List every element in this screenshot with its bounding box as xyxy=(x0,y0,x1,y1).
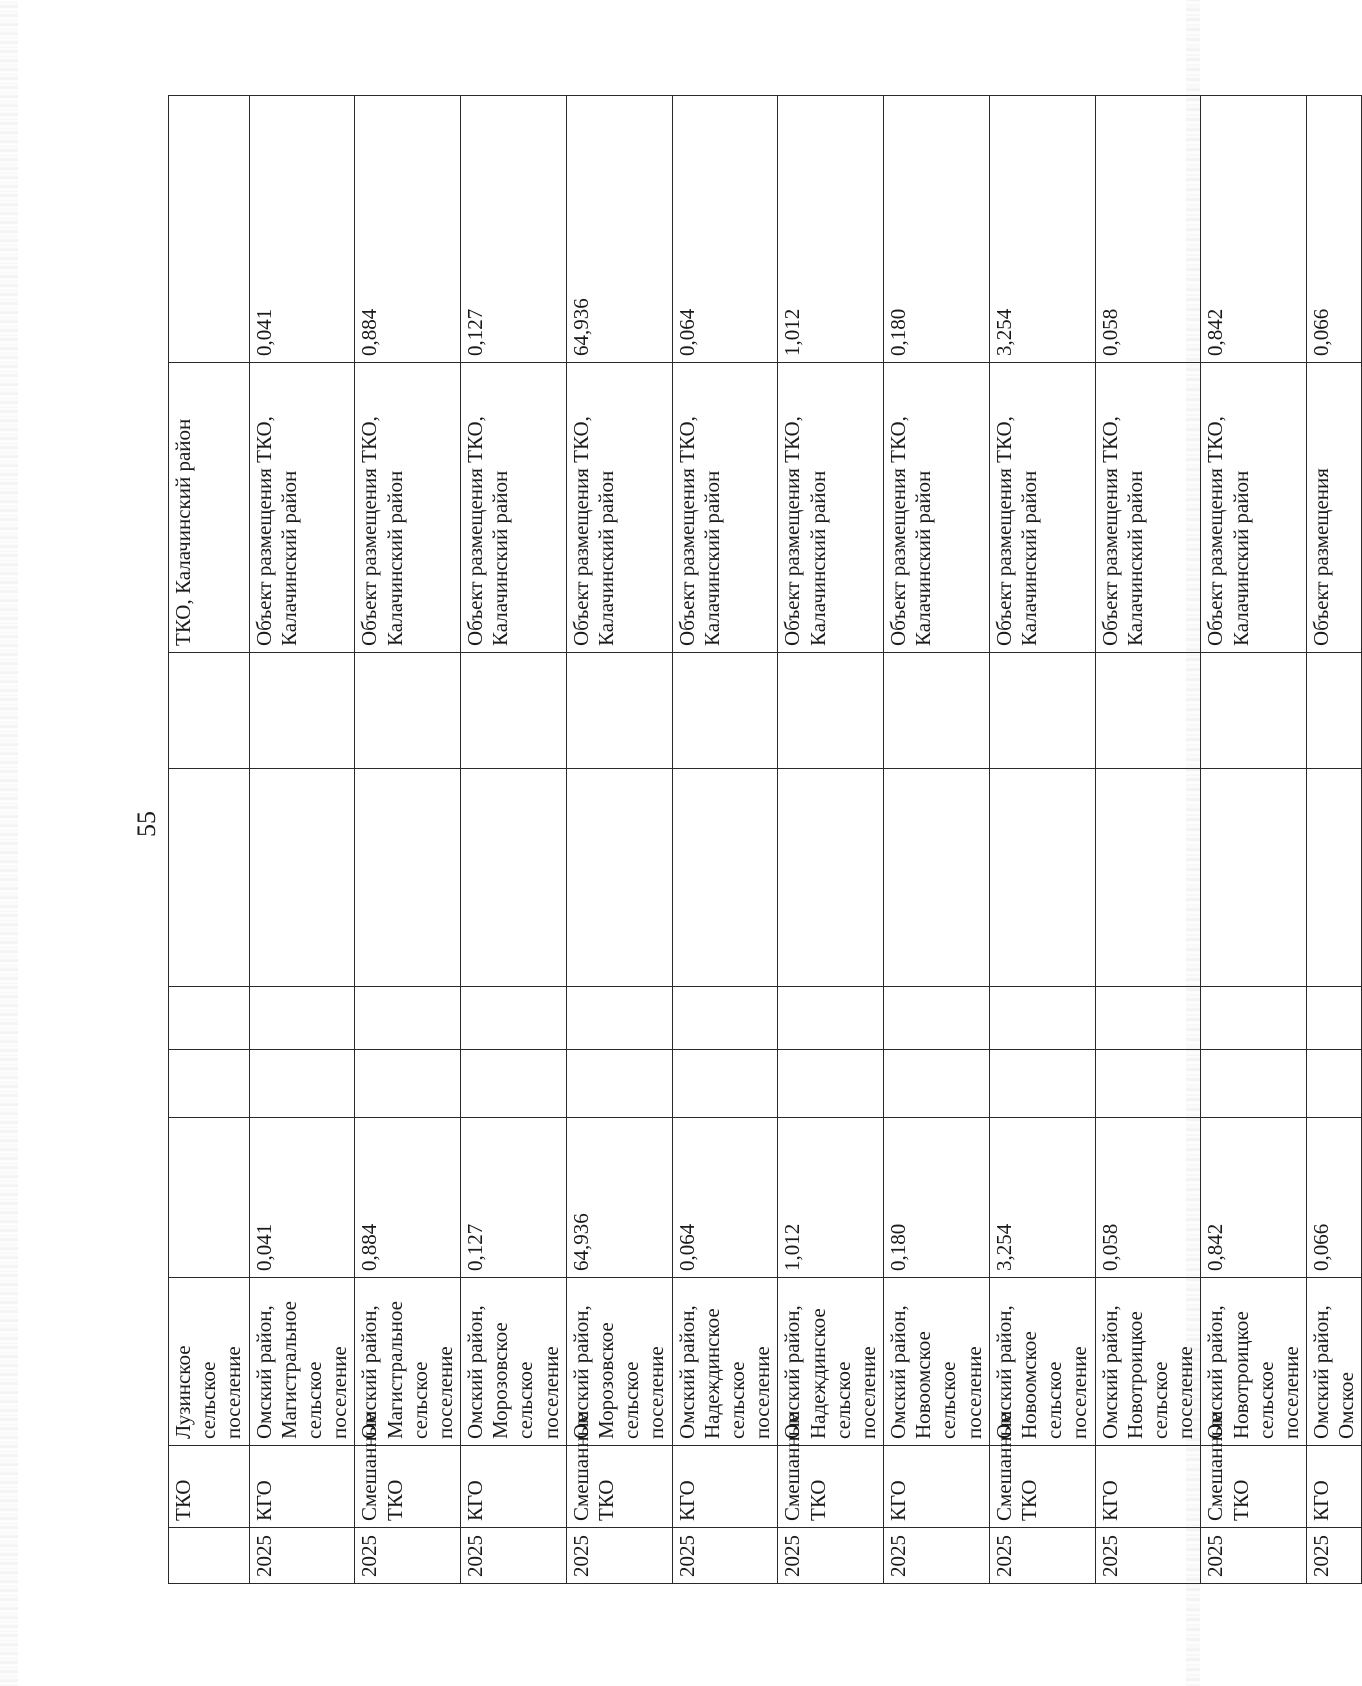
location-cell: Омский район, Надеждинское сельское поселение xyxy=(672,1278,778,1446)
empty-cell xyxy=(884,1050,990,1118)
empty-cell xyxy=(884,769,990,987)
mass-value-cell-2: 0,058 xyxy=(1095,96,1201,363)
location-cell: Омский район, Новотроицкое сельское поселение xyxy=(1201,1278,1307,1446)
waste-type-cell: Смешанные ТКО xyxy=(566,1446,672,1528)
year-cell: 2025 xyxy=(884,1528,990,1584)
destination-object-cell: Объект размещения ТКО, Калачинский район xyxy=(778,363,884,653)
location-cell: Омский район, Новоомское сельское поселение xyxy=(884,1278,990,1446)
empty-cell xyxy=(884,653,990,769)
mass-value-cell-2: 0,842 xyxy=(1201,96,1307,363)
destination-object-cell: Объект размещения ТКО, Калачинский район xyxy=(672,363,778,653)
empty-cell xyxy=(169,987,250,1050)
mass-value-cell: 0,127 xyxy=(461,1118,567,1278)
location-cell: Лузинское сельское поселение xyxy=(169,1278,250,1446)
empty-cell xyxy=(1307,653,1362,769)
mass-value-cell-2: 0,041 xyxy=(249,96,355,363)
waste-type-cell: Смешанные ТКО xyxy=(1201,1446,1307,1528)
table-row xyxy=(1095,96,1201,1584)
table-row xyxy=(884,96,990,1584)
destination-object-cell: Объект размещения ТКО, Калачинский район xyxy=(355,363,461,653)
table-row xyxy=(672,96,778,1584)
table-row xyxy=(566,96,672,1584)
empty-cell xyxy=(169,769,250,987)
destination-object-cell: Объект размещения ТКО, Калачинский район xyxy=(566,363,672,653)
year-cell: 2025 xyxy=(672,1528,778,1584)
destination-object-cell: Объект размещения ТКО, Калачинский район xyxy=(1095,363,1201,653)
year-cell: 2025 xyxy=(1095,1528,1201,1584)
year-cell: 2025 xyxy=(566,1528,672,1584)
empty-cell xyxy=(1095,1050,1201,1118)
table-row xyxy=(778,96,884,1584)
empty-cell xyxy=(249,987,355,1050)
location-cell: Омский район, Надеждинское сельское поселение xyxy=(778,1278,884,1446)
waste-type-cell: КГО xyxy=(1095,1446,1201,1528)
location-cell: Омский район, Омское xyxy=(1307,1278,1362,1446)
mass-value-cell: 64,936 xyxy=(566,1118,672,1278)
mass-value-cell-2: 0,180 xyxy=(884,96,990,363)
empty-cell xyxy=(1307,769,1362,987)
empty-cell xyxy=(461,653,567,769)
year-cell: 2025 xyxy=(249,1528,355,1584)
destination-object-cell: Объект размещения ТКО, Калачинский район xyxy=(461,363,567,653)
empty-cell xyxy=(566,653,672,769)
empty-cell xyxy=(566,987,672,1050)
table-row xyxy=(461,96,567,1584)
location-cell: Омский район, Морозовское сельское поселение xyxy=(461,1278,567,1446)
mass-value-cell-2: 64,936 xyxy=(566,96,672,363)
empty-cell xyxy=(1095,987,1201,1050)
table-row xyxy=(1307,96,1362,1584)
waste-type-cell: КГО xyxy=(1307,1446,1362,1528)
destination-object-cell: Объект размещения xyxy=(1307,363,1362,653)
rotated-document-sheet xyxy=(132,96,1359,1584)
mass-value-cell: 3,254 xyxy=(989,1118,1095,1278)
empty-cell xyxy=(672,1050,778,1118)
table-row xyxy=(989,96,1095,1584)
mass-value-cell: 0,180 xyxy=(884,1118,990,1278)
empty-cell xyxy=(989,769,1095,987)
waste-flow-table xyxy=(168,95,1362,1584)
empty-cell xyxy=(672,987,778,1050)
empty-cell xyxy=(778,987,884,1050)
empty-cell xyxy=(249,653,355,769)
mass-value-cell: 1,012 xyxy=(778,1118,884,1278)
mass-value-cell-2: 0,064 xyxy=(672,96,778,363)
mass-value-cell-2 xyxy=(169,96,250,363)
year-cell: 2025 xyxy=(989,1528,1095,1584)
location-cell: Омский район, Морозовское сельское поселение xyxy=(566,1278,672,1446)
empty-cell xyxy=(1095,653,1201,769)
empty-cell xyxy=(461,769,567,987)
scan-edge-left xyxy=(0,0,18,1686)
year-cell: 2025 xyxy=(355,1528,461,1584)
empty-cell xyxy=(989,653,1095,769)
mass-value-cell-2: 0,127 xyxy=(461,96,567,363)
mass-value-cell xyxy=(169,1118,250,1278)
empty-cell xyxy=(169,1050,250,1118)
destination-object-cell: Объект размещения ТКО, Калачинский район xyxy=(249,363,355,653)
empty-cell xyxy=(672,653,778,769)
year-cell: 2025 xyxy=(1201,1528,1307,1584)
empty-cell xyxy=(461,987,567,1050)
empty-cell xyxy=(1201,1050,1307,1118)
waste-type-cell: Смешанные ТКО xyxy=(989,1446,1095,1528)
waste-type-cell: КГО xyxy=(884,1446,990,1528)
year-cell: 2025 xyxy=(1307,1528,1362,1584)
empty-cell xyxy=(566,1050,672,1118)
mass-value-cell: 0,884 xyxy=(355,1118,461,1278)
empty-cell xyxy=(989,1050,1095,1118)
empty-cell xyxy=(1201,987,1307,1050)
empty-cell xyxy=(778,769,884,987)
destination-object-cell: Объект размещения ТКО, Калачинский район xyxy=(989,363,1095,653)
mass-value-cell-2: 0,066 xyxy=(1307,96,1362,363)
year-cell: 2025 xyxy=(778,1528,884,1584)
empty-cell xyxy=(355,1050,461,1118)
location-cell: Омский район, Новоомское сельское поселение xyxy=(989,1278,1095,1446)
waste-type-cell: КГО xyxy=(249,1446,355,1528)
table-row xyxy=(169,96,250,1584)
mass-value-cell: 0,058 xyxy=(1095,1118,1201,1278)
empty-cell xyxy=(1201,769,1307,987)
empty-cell xyxy=(672,769,778,987)
destination-object-cell: Объект размещения ТКО, Калачинский район xyxy=(884,363,990,653)
empty-cell xyxy=(461,1050,567,1118)
mass-value-cell-2: 3,254 xyxy=(989,96,1095,363)
waste-type-cell: Смешанные ТКО xyxy=(778,1446,884,1528)
empty-cell xyxy=(778,653,884,769)
empty-cell xyxy=(1307,987,1362,1050)
table-row xyxy=(249,96,355,1584)
table-row xyxy=(1201,96,1307,1584)
mass-value-cell: 0,041 xyxy=(249,1118,355,1278)
empty-cell xyxy=(249,1050,355,1118)
year-cell xyxy=(169,1528,250,1584)
mass-value-cell-2: 1,012 xyxy=(778,96,884,363)
mass-value-cell: 0,064 xyxy=(672,1118,778,1278)
destination-object-cell: Объект размещения ТКО, Калачинский район xyxy=(1201,363,1307,653)
location-cell: Омский район, Магистральное сельское поселение xyxy=(355,1278,461,1446)
empty-cell xyxy=(249,769,355,987)
empty-cell xyxy=(355,769,461,987)
empty-cell xyxy=(1307,1050,1362,1118)
year-cell: 2025 xyxy=(461,1528,567,1584)
mass-value-cell: 0,842 xyxy=(1201,1118,1307,1278)
location-cell: Омский район, Новотроицкое сельское поселение xyxy=(1095,1278,1201,1446)
empty-cell xyxy=(884,987,990,1050)
mass-value-cell-2: 0,884 xyxy=(355,96,461,363)
location-cell: Омский район, Магистральное сельское поселение xyxy=(249,1278,355,1446)
empty-cell xyxy=(566,769,672,987)
empty-cell xyxy=(778,1050,884,1118)
mass-value-cell: 0,066 xyxy=(1307,1118,1362,1278)
waste-type-cell: КГО xyxy=(672,1446,778,1528)
destination-object-cell: ТКО, Калачинский район xyxy=(169,363,250,653)
table-row xyxy=(355,96,461,1584)
empty-cell xyxy=(1201,653,1307,769)
empty-cell xyxy=(355,987,461,1050)
empty-cell xyxy=(355,653,461,769)
page-number: 55 xyxy=(132,811,161,837)
empty-cell xyxy=(169,653,250,769)
waste-type-cell: ТКО xyxy=(169,1446,250,1528)
empty-cell xyxy=(1095,769,1201,987)
waste-type-cell: Смешанные ТКО xyxy=(355,1446,461,1528)
empty-cell xyxy=(989,987,1095,1050)
waste-type-cell: КГО xyxy=(461,1446,567,1528)
